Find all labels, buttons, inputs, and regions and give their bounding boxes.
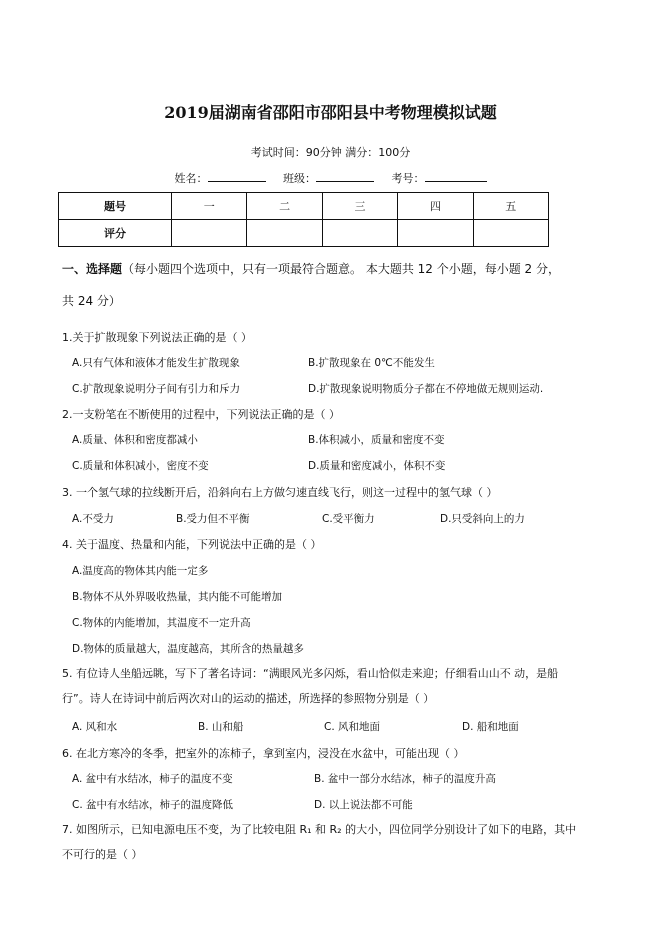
score-table [58,192,549,247]
option: B.物体不从外界吸收热量，其内能不可能增加 [72,591,283,603]
question-stem-line: 5. 有位诗人坐船远眺，写下了著名诗词：“满眼风光多闪烁，看山恰似走来迎；仔细看山山不 动，是船 [62,667,559,680]
id-label: 考号： [391,172,425,185]
option: A.温度高的物体其内能一定多 [72,565,209,577]
score-row-label: 评分 [59,220,172,247]
section-title: 一、选择题 [62,262,123,276]
option: D.物体的质量越大，温度越高，其所含的热量越多 [72,643,304,655]
score-cell[interactable] [247,220,322,247]
class-blank[interactable] [316,171,374,182]
section-desc-end: 共 24 分） [62,294,121,308]
option: C.物体的内能增加，其温度不一定升高 [72,617,251,629]
score-table-header-label: 题号 [59,193,172,220]
score-col-3: 三 [322,193,397,220]
option: D.扩散现象说明物质分子都在不停地做无规则运动. [308,383,544,395]
name-blank[interactable] [208,171,266,182]
option: B.体积减小，质量和密度不变 [308,434,445,446]
section-heading [62,258,607,312]
question-stem: 6. 在北方寒冷的冬季，把室外的冻柿子，拿到室内，浸没在水盆中，可能出现（ ） [62,747,465,760]
question-stem [62,817,607,867]
question-stem: 2.一支粉笔在不断使用的过程中，下列说法正确的是（ ） [62,408,340,421]
option: D. 以上说法都不可能 [314,799,413,811]
score-cell[interactable] [322,220,397,247]
score-table-header-row [59,193,549,220]
question-stem: 1.关于扩散现象下列说法正确的是（ ） [62,331,252,344]
question-stem [62,661,607,711]
option: B. 盆中一部分水结冰，柿子的温度升高 [314,773,496,785]
option: B. 山和船 [198,721,244,733]
option: A.不受力 [72,513,114,525]
option: C.受平衡力 [322,513,375,525]
student-fields [0,170,661,186]
exam-info: 考试时间：90分钟 满分：100分 [250,146,411,159]
option: A. 风和水 [72,721,118,733]
question-stem: 3. 一个氢气球的拉线断开后，沿斜向右上方做匀速直线飞行，则这一过程中的氢气球（ ） [62,486,498,499]
score-col-2: 二 [247,193,322,220]
option: C. 盆中有水结冰，柿子的温度降低 [72,799,234,811]
score-table-score-row [59,220,549,247]
option: C.质量和体积减小，密度不变 [72,460,209,472]
option: D.质量和密度减小，体积不变 [308,460,446,472]
option: A. 盆中有水结冰，柿子的温度不变 [72,773,233,785]
name-label: 姓名： [174,172,208,185]
score-cell[interactable] [473,220,548,247]
option: B.扩散现象在 0℃不能发生 [308,357,435,369]
question-stem-line: 7. 如图所示，已知电源电压不变，为了比较电阻 R₁ 和 R₂ 的大小，四位同学分别设计了如下的电路，其中 [62,823,577,836]
score-col-4: 四 [398,193,473,220]
question-stem-line: 行”。诗人在诗词中前后两次对山的运动的描述，所选择的参照物分别是（ ） [62,692,435,705]
score-col-5: 五 [473,193,548,220]
option: A.只有气体和液体才能发生扩散现象 [72,357,240,369]
exam-title: 2019届湖南省邵阳市邵阳县中考物理模拟试题 [164,103,497,122]
score-cell[interactable] [398,220,473,247]
score-col-1: 一 [172,193,247,220]
class-label: 班级： [283,172,316,185]
question-stem: 4. 关于温度、热量和内能，下列说法中正确的是（ ） [62,538,322,551]
option: D.只受斜向上的力 [440,513,525,525]
question-stem-line: 不可行的是（ ） [62,848,143,861]
option: C.扩散现象说明分子间有引力和斥力 [72,383,241,395]
option: A.质量、体积和密度都减小 [72,434,198,446]
option: D. 船和地面 [462,721,519,733]
id-blank[interactable] [425,171,487,182]
section-desc: （每小题四个选项中，只有一项最符合题意。 本大题共 12 个小题，每小题 2 分， [122,262,560,276]
score-cell[interactable] [172,220,247,247]
option: C. 风和地面 [324,721,381,733]
option: B.受力但不平衡 [176,513,250,525]
